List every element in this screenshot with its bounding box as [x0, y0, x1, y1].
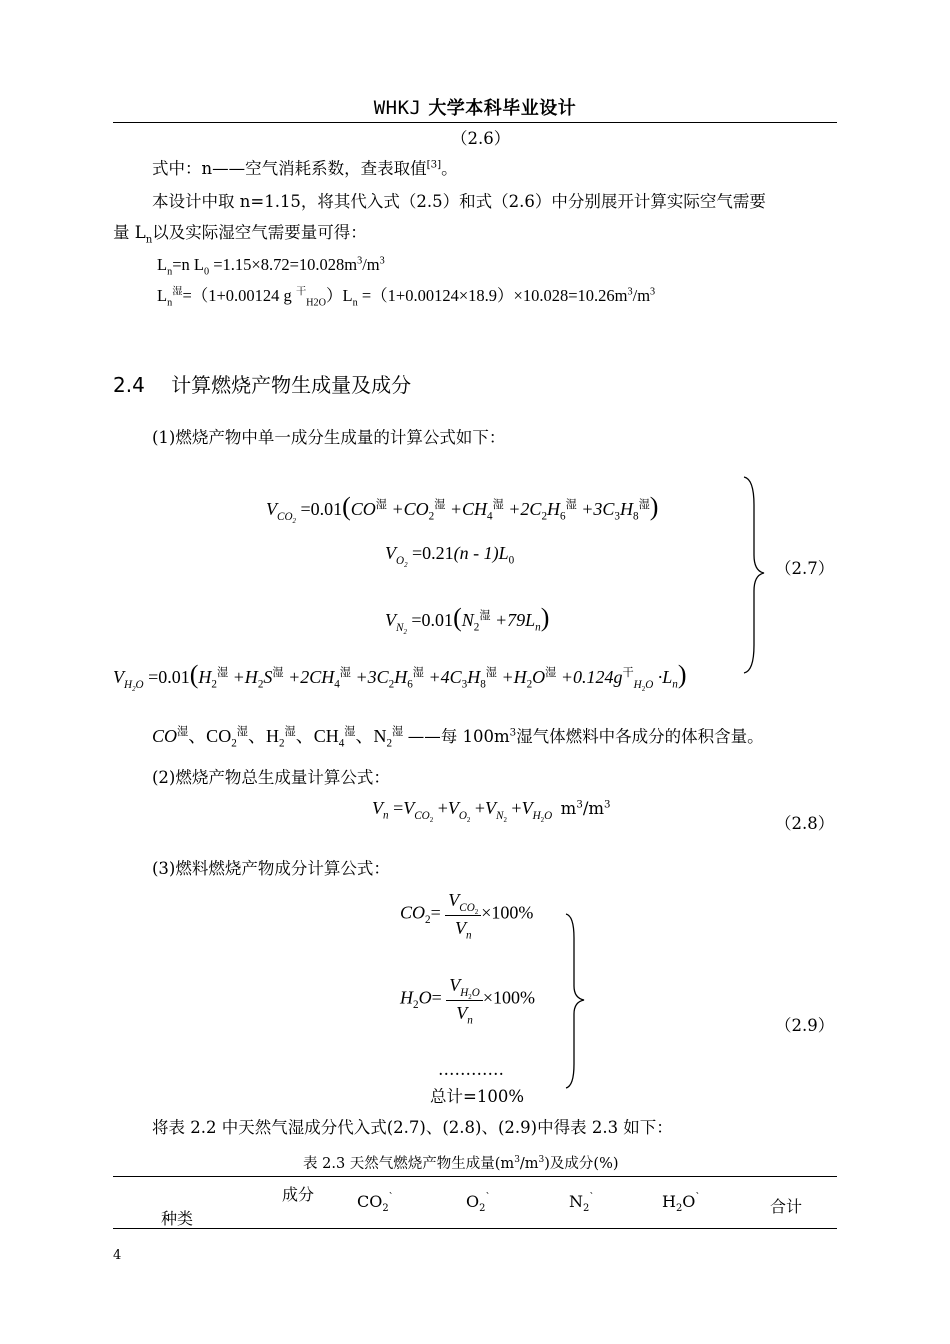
equation-vn: $V_n =V_{CO_2} +V_{O_2} +V_{N_2} +V_{H_2O}$ $m^3/m^3$ — [372, 798, 611, 824]
wet-sup: 湿 — [412, 667, 424, 679]
calc1-rest: =1.15×8.72=10.028m — [209, 255, 358, 274]
vn-lhs: V — [372, 798, 383, 818]
wet-sup: 湿 — [177, 726, 189, 738]
h2o-den-v: V — [456, 1002, 468, 1023]
v-o2-paren: (n - 1) — [453, 543, 499, 563]
th-co2-sub: 2 — [382, 1203, 389, 1215]
v-co2-t2: +CO — [391, 499, 429, 519]
legend-h2: 、H — [247, 726, 279, 746]
v-co2-t4b: H — [547, 499, 561, 519]
calc2-sup-a: 3 — [627, 286, 633, 298]
item-1: (1)燃烧产物中单一成分生成量的计算公式如下： — [152, 428, 506, 447]
table-top-rule — [113, 1176, 837, 1177]
calc2-sup-dry: 干 — [295, 286, 307, 298]
calc1-sup-a: 3 — [357, 255, 363, 267]
wet-sup: 湿 — [565, 499, 577, 511]
wet-sup: 湿 — [638, 499, 650, 511]
equation-vo2 — [385, 543, 515, 569]
v-co2-t5: +3C — [581, 499, 615, 519]
th-h2o-tail: O — [682, 1192, 696, 1211]
sub-2: 2 — [429, 816, 434, 824]
v-n2-close: ) — [540, 603, 550, 632]
calc-line-Ln — [157, 255, 385, 278]
h2o-lhs: H — [400, 987, 413, 1008]
table-corner-bottom: 种类 — [161, 1209, 194, 1228]
page-header — [0, 94, 950, 120]
calc1-mid: =n L — [172, 255, 204, 274]
vn-sub: n — [383, 809, 389, 822]
sub-2: 2 — [425, 914, 431, 927]
para1-text: 式中：n——空气消耗系数，查表取值 — [152, 159, 427, 178]
v-h2o-t6: +H — [501, 667, 527, 687]
sub-n: n — [535, 621, 541, 634]
v-o2-sub: O — [396, 554, 405, 567]
th-h2o-base: H — [662, 1192, 676, 1211]
v-co2-t1: CO — [350, 499, 376, 519]
calc2-sub-n: n — [167, 297, 173, 309]
co2-lhs: CO — [400, 902, 426, 923]
vn-unit: m — [560, 799, 577, 818]
para2-post: 以及实际湿空气需要量可得： — [152, 223, 367, 242]
v-n2-lhs: V — [385, 610, 396, 630]
v-h2o-t6b: O — [532, 667, 546, 687]
calc1-sub-n: n — [167, 266, 173, 278]
table-header-o2 — [466, 1192, 491, 1215]
para2-pre: 量 L — [113, 223, 146, 242]
th-n2-base: N — [569, 1192, 583, 1211]
para2-sub: n — [145, 234, 153, 246]
caption-post: )及成分(%) — [544, 1156, 619, 1172]
sub-4: 4 — [487, 510, 493, 523]
item-2: (2)燃烧产物总生成量计算公式： — [152, 768, 390, 787]
wet-sup: 湿 — [284, 726, 296, 738]
th-h2o-sub: 2 — [675, 1203, 683, 1215]
h2o-num-sub: H — [460, 986, 469, 999]
v-n2-sub: N — [396, 621, 404, 634]
co2-num-v: V — [448, 890, 460, 910]
sub-2: 2 — [413, 999, 419, 1012]
v-h2o-sub: H — [124, 678, 133, 691]
vn-o2: O — [458, 809, 467, 822]
v-n2-sub2: 2 — [403, 628, 407, 636]
sub-2: 2 — [278, 737, 285, 750]
legend-desc-sup: 3 — [509, 727, 517, 739]
table-header-total: 合计 — [770, 1197, 803, 1216]
caption-mid: /m — [519, 1156, 539, 1172]
v-h2o-t2b: S — [263, 667, 273, 687]
v-o2-sub2: 2 — [404, 561, 408, 569]
caption-sup2: 3 — [538, 1155, 545, 1166]
co2-eq: = — [430, 902, 441, 923]
sub-2: 2 — [211, 678, 217, 691]
v-n2-open: ( — [453, 603, 462, 632]
ellipsis-dots: ………… — [438, 1060, 504, 1079]
calc2-b: ）L — [326, 286, 353, 305]
sub-6: 6 — [407, 678, 413, 691]
calc2-sup-wet: 湿 — [172, 286, 183, 298]
wet-sup: 湿 — [545, 667, 557, 679]
equation-vn2 — [385, 603, 550, 636]
header-rule — [113, 122, 837, 123]
v-co2-coef: =0.01 — [300, 499, 343, 519]
sub-3: 3 — [461, 678, 468, 691]
vn-h2o-o: O — [544, 809, 553, 822]
calc2-c: =（1+0.00124×18.9）×10.028=10.26m — [357, 286, 628, 305]
vn-sup-a: 3 — [576, 799, 583, 811]
co2-fraction — [445, 890, 481, 942]
sub-2: 2 — [231, 737, 237, 750]
h2o-den-sub: n — [467, 1014, 473, 1027]
g-sub: H — [633, 678, 642, 691]
sub-2: 2 — [468, 993, 472, 1001]
th-n2-sub: 2 — [583, 1203, 590, 1215]
equation-h2o-percent — [400, 975, 535, 1027]
v-co2-lhs: V — [266, 499, 277, 519]
equation-co2-percent — [400, 890, 534, 942]
v-h2o-t2: +H — [232, 667, 258, 687]
wet-sup: 湿 — [485, 667, 497, 679]
v-n2-coef: =0.01 — [411, 610, 454, 630]
v-h2o-dot: ·L — [657, 667, 673, 687]
vn-h2o-h: H — [532, 809, 541, 822]
vn-sup-b: 3 — [604, 799, 611, 811]
legend-n2: 、N — [355, 726, 387, 746]
v-h2o-t7: +0.124g — [560, 667, 623, 687]
h2o-times: ×100% — [482, 987, 535, 1008]
v-o2-L: L — [498, 543, 509, 563]
calc2-a: =（1+0.00124 g — [182, 286, 296, 305]
sub-2: 2 — [257, 678, 264, 691]
calc-line-Ln-wet — [157, 286, 656, 309]
th-o2-base: O — [466, 1192, 480, 1211]
wet-sup: 湿 — [216, 667, 229, 679]
co2-den-sub: n — [465, 929, 472, 942]
wet-sup: 湿 — [479, 610, 491, 622]
v-o2-lhs: V — [385, 543, 396, 563]
v-co2-t3: +CH — [449, 499, 488, 519]
wet-sup: 湿 — [434, 499, 446, 511]
v-co2-open: ( — [342, 492, 351, 521]
table-header-h2o — [662, 1192, 701, 1215]
calc2-sub-h2o: H2O — [306, 297, 327, 309]
sub-6: 6 — [560, 510, 566, 523]
h2o-fraction — [446, 975, 483, 1027]
equation-vco2 — [266, 492, 659, 525]
caption-sup1: 3 — [514, 1155, 520, 1166]
sub-2: 2 — [503, 816, 507, 824]
wet-sup: 湿 — [344, 726, 356, 738]
co2-times: ×100% — [481, 902, 534, 923]
table-header-n2 — [569, 1192, 595, 1215]
equation-number-2-8: （2.8） — [775, 814, 835, 833]
co2-den-v: V — [454, 917, 466, 938]
sub-4: 4 — [338, 737, 345, 750]
legend-ch4: 、CH — [295, 726, 339, 746]
v-h2o-coef: =0.01 — [148, 667, 190, 687]
legend-co: CO — [152, 726, 178, 746]
vn-n2: N — [496, 809, 504, 822]
v-o2-coef: =0.21 — [412, 543, 454, 563]
legend-desc-post: 湿气体燃料中各成分的体积含量。 — [516, 727, 764, 746]
sub-n: n — [672, 678, 678, 691]
v-n2-t2: +79L — [495, 610, 536, 630]
sub-0: 0 — [508, 554, 515, 567]
v-h2o-sub2: 2 — [132, 685, 136, 693]
total-100: 总计=100% — [430, 1087, 524, 1106]
sub-2: 2 — [473, 621, 480, 634]
h2o-num-v: V — [449, 975, 461, 995]
calc1-unit: /m — [362, 255, 380, 274]
wet-sup: 湿 — [236, 726, 248, 738]
v-h2o-close: ) — [677, 660, 687, 689]
co2-num-sub: CO — [459, 901, 475, 914]
paragraph-n-definition — [152, 161, 458, 178]
v-h2o-t4b: H — [394, 667, 408, 687]
paragraph-table-intro: 将表 2.2 中天然气湿成分代入式(2.7)、(2.8)、(2.9)中得表 2.3 如下： — [152, 1118, 673, 1137]
v-h2o-t3: +2CH — [288, 667, 335, 687]
caption-pre: 表 2.3 天然气燃烧产物生成量(m — [303, 1156, 515, 1172]
sub-2: 2 — [466, 816, 471, 824]
table-header-co2 — [357, 1192, 394, 1215]
g-sub3: O — [645, 678, 654, 691]
sub-8: 8 — [633, 510, 639, 523]
th-co2-base: CO — [357, 1192, 383, 1211]
sub-2: 2 — [540, 816, 545, 824]
calc2-unit: /m — [632, 286, 651, 305]
v-co2-sub2: 2 — [292, 517, 296, 525]
th-prime: ` — [388, 1192, 394, 1204]
calc1-sub-0: 0 — [203, 266, 210, 278]
section-heading — [113, 369, 411, 398]
section-title: 计算燃烧产物生成量及成分 — [171, 373, 412, 397]
page-number: 4 — [113, 1248, 122, 1263]
v-h2o-lhs: V — [113, 667, 124, 687]
table-corner-top: 成分 — [282, 1185, 315, 1204]
wet-sup: 湿 — [339, 667, 351, 679]
sub-2: 2 — [428, 510, 435, 523]
equation-number-2-7: （2.7） — [775, 559, 835, 578]
table-caption — [303, 1152, 619, 1173]
th-prime: ` — [589, 1192, 595, 1204]
th-prime: ` — [695, 1192, 701, 1204]
sub-2: 2 — [474, 908, 479, 916]
equation-number-2-9: （2.9） — [775, 1016, 835, 1035]
v-h2o-t4: +3C — [355, 667, 389, 687]
dry-sup: 干 — [622, 667, 634, 679]
v-n2-t1: N — [461, 610, 474, 630]
v-co2-close: ) — [649, 492, 659, 521]
v-co2-sub: CO — [277, 510, 293, 523]
v-h2o-t1: H — [198, 667, 212, 687]
th-o2-sub: 2 — [479, 1203, 486, 1215]
item-3: (3)燃料燃烧产物成分计算公式： — [152, 859, 390, 878]
calc2-l: L — [157, 286, 168, 305]
sub-8: 8 — [480, 678, 486, 691]
section-number: 2.4 — [113, 373, 145, 397]
wet-sup: 湿 — [272, 667, 284, 679]
v-h2o-open: ( — [189, 660, 199, 689]
legend-desc-pre: ——每 100m — [407, 727, 510, 746]
vn-unit-mid: /m — [582, 799, 605, 818]
h2o-num-sub2: O — [471, 986, 480, 999]
h2o-eq: = — [431, 987, 442, 1008]
paragraph-calc-line1: 本设计中取 n=1.15，将其代入式（2.5）和式（2.6）中分别展开计算实际空气需要 — [152, 192, 766, 211]
h2o-o: O — [418, 987, 432, 1008]
vn-co2: CO — [414, 809, 430, 822]
v-co2-t5b: H — [620, 499, 633, 519]
calc1-l: L — [157, 255, 168, 274]
calc2-sub-n2: n — [352, 297, 358, 309]
sub-2: 2 — [386, 737, 393, 750]
sub-2: 2 — [526, 678, 533, 691]
citation-ref: [3] — [426, 159, 442, 171]
right-brace-2-9 — [562, 912, 590, 1090]
equation-vh2o — [113, 660, 687, 693]
right-brace-2-7 — [740, 475, 770, 675]
para1-tail: 。 — [441, 159, 458, 178]
calc1-sup-b: 3 — [379, 255, 385, 267]
th-prime: ` — [485, 1192, 491, 1204]
header-prefix: WHKJ — [373, 97, 422, 119]
v-h2o-t5: +4C — [428, 667, 462, 687]
header-suffix: 大学本科毕业设计 — [428, 98, 577, 119]
v-h2o-t5b: H — [467, 667, 481, 687]
v-co2-t4: +2C — [508, 499, 542, 519]
g-sub2: 2 — [641, 685, 646, 693]
calc2-sup-b: 3 — [650, 286, 656, 298]
equation-number-2-6: （2.6） — [451, 129, 511, 148]
wet-sup: 湿 — [492, 499, 504, 511]
table-header-rule — [113, 1228, 837, 1229]
wet-sup: 湿 — [392, 726, 404, 738]
paragraph-calc-line2 — [113, 223, 367, 246]
sub-4: 4 — [334, 678, 340, 691]
legend-co2: 、CO — [188, 726, 232, 746]
sub-3: 3 — [614, 510, 620, 523]
v-h2o-sub3: O — [135, 678, 144, 691]
sub-2: 2 — [388, 678, 395, 691]
legend-line — [152, 722, 764, 748]
sub-2: 2 — [541, 510, 548, 523]
wet-sup: 湿 — [375, 499, 387, 511]
